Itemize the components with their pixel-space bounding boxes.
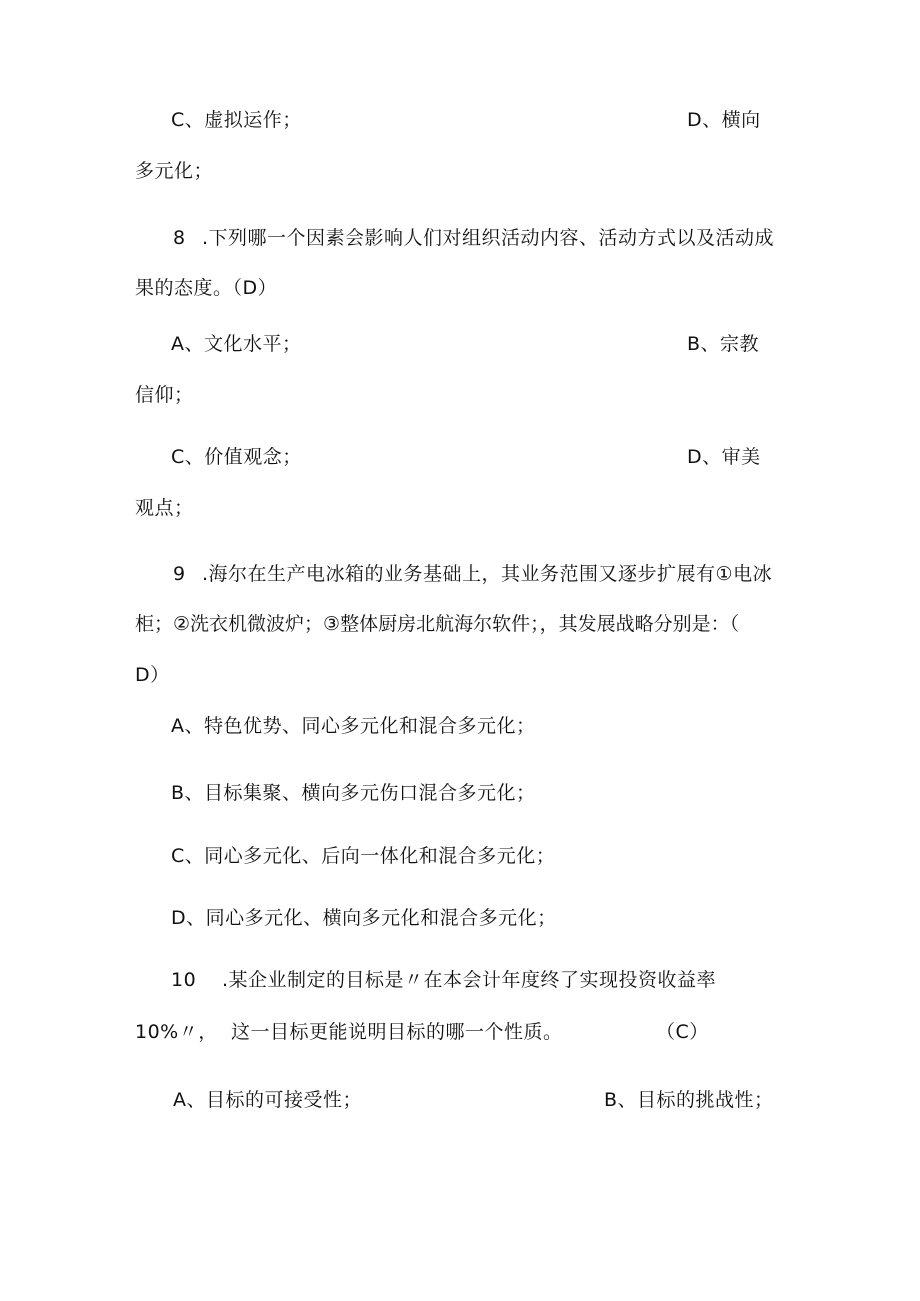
q10-answer: （C）	[656, 1021, 709, 1043]
q9-option-b: B、目标集聚、横向多元伤口混合多元化；	[171, 782, 536, 804]
q9-option-d: D、同心多元化、横向多元化和混合多元化；	[171, 907, 557, 929]
q8-stem-line1: .下列哪一个因素会影响人们对组织活动内容、活动方式以及活动成	[202, 227, 775, 249]
q7-option-c: C、虚拟运作；	[171, 109, 302, 131]
q8-stem-line2: 果的态度。（D）	[135, 277, 278, 299]
q9-option-a: A、特色优势、同心多元化和混合多元化；	[171, 715, 536, 737]
q10-option-b: B、目标的挑战性；	[604, 1089, 774, 1111]
q8-option-c: C、价值观念；	[171, 446, 302, 468]
q9-option-c: C、同心多元化、后向一体化和混合多元化；	[171, 845, 556, 867]
q9-stem-line3: D）	[135, 664, 170, 686]
q10-stem-line2-mid: 这一目标更能说明目标的哪一个性质。	[231, 1021, 563, 1043]
q8-option-d-start: D、审美	[687, 446, 761, 468]
q8-option-d-end: 观点；	[135, 497, 194, 519]
q7-option-d-end: 多元化；	[135, 160, 214, 182]
q8-option-b-end: 信仰；	[135, 384, 194, 406]
q10-stem-line2-start: 10%〃，	[135, 1021, 218, 1043]
q10-stem-line1: .某企业制定的目标是〃在本会计年度终了实现投资收益率	[222, 969, 717, 991]
q8-option-b-start: B、宗教	[687, 333, 760, 355]
q7-option-d-start: D、横向	[687, 109, 761, 131]
q9-number: 9	[173, 563, 186, 585]
q9-stem-line1: .海尔在生产电冰箱的业务基础上，其业务范围又逐步扩展有①电冰	[202, 563, 773, 585]
q8-number: 8	[173, 227, 186, 249]
q9-stem-line2: 柜；②洗衣机微波炉；③整体厨房北航海尔软件；，其发展战略分别是：（	[135, 613, 740, 635]
q10-number: 10	[171, 969, 197, 991]
q10-option-a: A、目标的可接受性；	[173, 1089, 362, 1111]
q8-option-a: A、文化水平；	[171, 333, 302, 355]
